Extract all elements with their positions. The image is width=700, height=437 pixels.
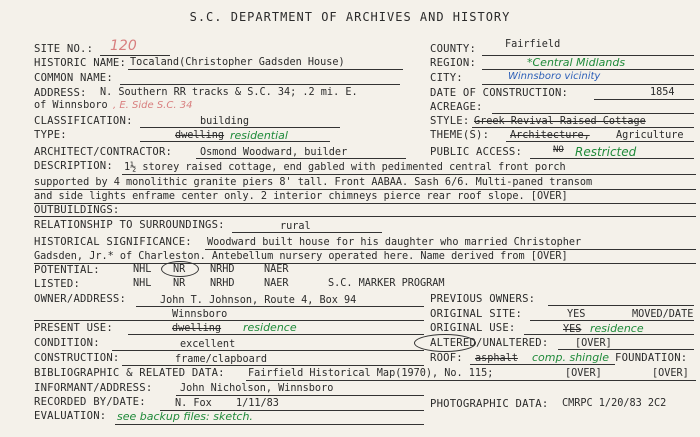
theme-line [506, 141, 694, 142]
classification-label: CLASSIFICATION: [34, 115, 133, 127]
relationship-value: rural [280, 221, 311, 232]
bibliographic-label: BIBLIOGRAPHIC & RELATED DATA: [34, 367, 225, 379]
original-use-line [524, 334, 694, 335]
informant-line [176, 395, 424, 396]
description-line-2: supported by 4 monolithic granite piers 8' tall. Front AABAA. Sash 6/6. Multi-paned transom [34, 177, 593, 188]
public-access-line [530, 158, 694, 159]
description-line-3: and side lights enframe center only. 2 interior chimneys pierce rear roof slope. [OVER] [34, 191, 568, 202]
informant-value: John Nicholson, Winnsboro [180, 383, 334, 394]
recorded-by-value: N. Fox [175, 398, 212, 409]
potential-nr: NR [173, 264, 186, 275]
foundation-label: FOUNDATION: [615, 352, 688, 364]
altered-circle [414, 334, 476, 352]
site-no-value: 120 [110, 38, 137, 54]
roof-handwritten: comp. shingle [532, 351, 610, 364]
evaluation-handwritten: see backup files: sketch. [117, 410, 253, 423]
bibliographic-value: Fairfield Historical Map(1970), No. 115; [248, 368, 494, 379]
address-value-2: of Winnsboro [34, 100, 108, 111]
type-handwritten: residential [230, 129, 288, 142]
outbuildings-label: OUTBUILDINGS: [34, 204, 120, 216]
architect-line [196, 158, 406, 159]
roof-line [470, 364, 615, 365]
owner-address-label: OWNER/ADDRESS: [34, 293, 127, 305]
form-title: S.C. DEPARTMENT OF ARCHIVES AND HISTORY [189, 10, 511, 24]
acreage-line [492, 113, 694, 114]
classification-line [140, 127, 340, 128]
description-underline-2 [34, 189, 696, 190]
potential-nr-circle [161, 261, 199, 277]
construction-line [122, 365, 424, 366]
site-no-label: SITE NO.: [34, 43, 94, 55]
date-of-construction-label: DATE OF CONSTRUCTION: [430, 87, 569, 99]
previous-owners-line [548, 305, 694, 306]
listed-naer: NAER [264, 278, 289, 289]
bibliographic-line [246, 380, 696, 381]
owner-address-line-1: John T. Johnson, Route 4, Box 94 [160, 295, 357, 306]
listed-label: LISTED: [34, 278, 81, 290]
potential-nrhd: NRHD [210, 264, 235, 275]
region-line [482, 69, 694, 70]
style-struck: Greek Revival Raised Cottage [474, 116, 646, 127]
region-handwritten: *Central Midlands [527, 56, 626, 69]
architect-label: ARCHITECT/CONTRACTOR: [34, 146, 173, 158]
potential-label: POTENTIAL: [34, 264, 100, 276]
description-line-1: 1½ storey raised cottage, end gabled with pedimented central front porch [124, 162, 566, 173]
style-line [472, 127, 694, 128]
relationship-label: RELATIONSHIP TO SURROUNDINGS: [34, 219, 225, 231]
altered-unaltered-label: ALTERED/UNALTERED: [430, 337, 549, 349]
recorded-by-label: RECORDED BY/DATE: [34, 396, 146, 408]
evaluation-line [115, 424, 424, 425]
present-use-line [128, 334, 424, 335]
historic-name-label: HISTORIC NAME: [34, 57, 127, 69]
condition-line [112, 350, 424, 351]
theme-value: Agriculture [616, 130, 684, 141]
original-site-label: ORIGINAL SITE: [430, 308, 523, 320]
public-access-struck: NO [553, 145, 564, 155]
present-use-handwritten: residence [243, 321, 297, 334]
theme-label: THEME(S): [430, 129, 490, 141]
moved-date-label: MOVED/DATE [632, 309, 694, 320]
original-use-handwritten: residence [590, 322, 644, 335]
bibliographic-over-1: [OVER] [565, 368, 602, 379]
acreage-label: ACREAGE: [430, 101, 483, 113]
historical-significance-underline-1 [205, 249, 696, 250]
historical-significance-line-2: Gadsden, Jr.* of Charleston. Antebellum nursery operated here. Name derived from [OVER] [34, 251, 568, 262]
site-no-line [100, 55, 170, 56]
county-label: COUNTY: [430, 43, 477, 55]
construction-label: CONSTRUCTION: [34, 352, 120, 364]
description-underline-3 [34, 203, 696, 204]
altered-over: [OVER] [575, 338, 612, 349]
original-use-struck: YES [563, 324, 582, 335]
address-value-1: N. Southern RR tracks & S.C. 34; .2 mi. E. [100, 87, 358, 98]
style-label: STYLE: [430, 115, 470, 127]
owner-address-line-2: Winnsboro [172, 309, 228, 320]
common-name-label: COMMON NAME: [34, 72, 113, 84]
city-label: CITY: [430, 72, 463, 84]
historic-name-line [128, 69, 403, 70]
evaluation-label: EVALUATION: [34, 410, 107, 422]
altered-line [558, 349, 694, 350]
potential-naer: NAER [264, 264, 289, 275]
relationship-line [232, 232, 382, 233]
classification-value: building [200, 116, 250, 127]
city-line [482, 84, 694, 85]
region-label: REGION: [430, 57, 477, 69]
theme-struck: Architecture, [510, 130, 590, 141]
original-site-line [530, 320, 694, 321]
construction-value: frame/clapboard [175, 354, 268, 365]
type-value-struck: dwelling [175, 130, 225, 141]
listed-nr: NR [173, 278, 186, 289]
previous-owners-label: PREVIOUS OWNERS: [430, 293, 536, 305]
description-label: DESCRIPTION: [34, 160, 113, 172]
date-of-construction-line [594, 99, 694, 100]
historical-significance-label: HISTORICAL SIGNIFICANCE: [34, 236, 192, 248]
listed-nhl: NHL [133, 278, 152, 289]
type-line [140, 141, 330, 142]
type-label: TYPE: [34, 129, 67, 141]
architect-value: Osmond Woodward, builder [200, 147, 348, 158]
informant-label: INFORMANT/ADDRESS: [34, 382, 153, 394]
date-of-construction-value: 1854 [650, 87, 675, 98]
address-label: ADDRESS: [34, 87, 87, 99]
roof-label: ROOF: [430, 352, 463, 364]
address-handwritten: , E. Side S.C. 34 [113, 100, 193, 111]
owner-underline-1 [136, 306, 424, 307]
listed-nrhd: NRHD [210, 278, 235, 289]
roof-struck: asphalt [475, 353, 518, 364]
potential-nhl: NHL [133, 264, 152, 275]
original-use-label: ORIGINAL USE: [430, 322, 516, 334]
historical-significance-line-1: Woodward built house for his daughter who married Christopher [207, 237, 582, 248]
bibliographic-over-2: [OVER] [652, 368, 689, 379]
original-site-value: YES [567, 309, 586, 320]
outbuildings-line [34, 216, 696, 217]
present-use-label: PRESENT USE: [34, 322, 113, 334]
condition-value: excellent [180, 339, 236, 350]
public-access-label: PUBLIC ACCESS: [430, 146, 523, 158]
owner-underline-2 [34, 320, 424, 321]
common-name-line [120, 84, 400, 85]
recorded-date-value: 1/11/83 [236, 398, 279, 409]
historic-name-value: Tocaland(Christopher Gadsden House) [130, 57, 345, 68]
description-underline-1 [122, 174, 696, 175]
public-access-handwritten: Restricted [575, 145, 637, 159]
condition-label: CONDITION: [34, 337, 100, 349]
photographic-data-label: PHOTOGRAPHIC DATA: [430, 398, 549, 410]
photographic-data-value: CMRPC 1/20/83 2C2 [562, 398, 667, 409]
city-handwritten: Winnsboro vicinity [508, 71, 601, 82]
county-value: Fairfield [505, 39, 561, 50]
present-use-struck: dwelling [172, 323, 222, 334]
sc-marker-program: S.C. MARKER PROGRAM [328, 278, 445, 289]
